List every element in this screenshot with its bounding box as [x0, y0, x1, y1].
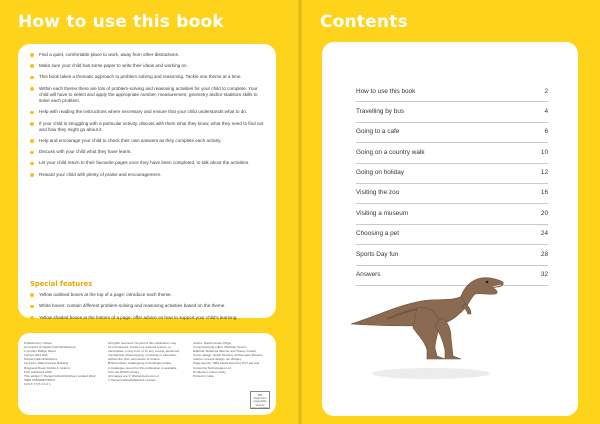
list-item: Yellow shaded boxes at the bottom of a page: offer advice on how to support your child's learning.: [30, 315, 268, 321]
imprint-rights-column: All rights reserved. No part of this publication may be reproduced, stored in a retrieval system, or transmitted, in any form or by any means, electronic, mechanical, photocopying, recording or otherwise, without the prior permission of Collins. British Library Cataloguing in Publication Data A Catalogue record for this publication is available from the British Library. All images are © Shutterstock.com or © HarperCollinsPublishers Limited: [108, 341, 180, 382]
toc-page: 2: [544, 87, 548, 95]
dinosaur-shadow: [372, 368, 490, 379]
bullet-dot-icon: [30, 122, 34, 126]
toc-title: Choosing a pet: [356, 230, 399, 238]
list-item: Within each theme there are lots of problem-solving and reasoning activities for your child to complete. Your child will have to select and apply the appropriate number, measurement, geometry and/or statistics skills to solve each problem.: [30, 86, 268, 105]
bullet-dot-icon: [30, 139, 34, 143]
toc-title: Going to a cafe: [356, 128, 400, 136]
bullet-dot-icon: [30, 316, 34, 320]
toc-page: 28: [540, 250, 548, 258]
bullet-dot-icon: [30, 53, 34, 57]
toc-row[interactable]: [356, 204, 548, 224]
list-item: Help and encourage your child to check their own answers as they complete each activity.: [30, 138, 268, 144]
toc-row[interactable]: [356, 164, 548, 184]
toc-title: Visiting a museum: [356, 209, 409, 217]
list-item: Let your child return to their favourite pages once they have been completed, to talk about the activities.: [30, 160, 268, 166]
toc-title: Answers: [356, 271, 381, 279]
bullet-dot-icon: [30, 293, 34, 297]
list-item: Discuss with your child what they have learnt.: [30, 149, 268, 155]
toc-row[interactable]: [356, 225, 548, 245]
special-features-list: [30, 292, 268, 326]
how-to-use-list: [30, 52, 268, 183]
bullet-dot-icon: [30, 64, 34, 68]
toc-row[interactable]: [356, 123, 548, 143]
contents-title: Contents: [320, 12, 408, 32]
list-item: White boxes: contain different problem-solving and reasoning activities based on the theme.: [30, 303, 268, 309]
toc-page: 32: [540, 271, 548, 279]
bullet-dot-icon: [30, 151, 34, 155]
toc-row[interactable]: [356, 102, 548, 122]
list-item: If your child is struggling with a particular activity, discuss with them what they know, what they need to find out and how they might go about it.: [30, 121, 268, 134]
bullet-dot-icon: [30, 305, 34, 309]
list-item: This book takes a thematic approach to problem solving and reasoning. Tackle one theme at a time.: [30, 74, 268, 80]
fsc-logo: MIX Paper from responsible sources FSC C007454: [250, 391, 270, 409]
bullet-dot-icon: [30, 162, 34, 166]
toc-page: 24: [540, 230, 548, 238]
list-item: Find a quiet, comfortable place to work, away from other distractions.: [30, 52, 268, 58]
toc-page: 10: [540, 148, 548, 156]
toc-title: Going on holiday: [356, 169, 404, 177]
toc-page: 16: [540, 189, 548, 197]
imprint-credits-column: Author: Rachel Axten-Higgs Commissioning editor: Michelle l'Anson Editorial: Rebecca Skinner and Tracey Cowell Cover design: Sarah Duxbury and Amparo Barrera Interior concept design: Ian Wrigley Page layouts: QBS Media Services PVT Ltd and Contentra Technologies Ltd Production: Karen Nulty Printed in India: [193, 341, 263, 378]
toc-title: Going on a country walk: [356, 148, 425, 156]
imprint-publisher-column: Published by Collins An imprint of HarperCollinsPublishers 1 London Bridge Street London SE1 9GF HarperCollinsPublishers 1st Floor, Watermarque Building Ringsend Road, Dublin 4, Ireland First published 2018 This edition © HarperCollinsPublishers Limited 2022 ISBN 9780008275518 10 9 8 7 6 5 4 3 2 1: [24, 341, 96, 386]
bullet-dot-icon: [30, 173, 34, 177]
dinosaur-illustration: [347, 246, 507, 366]
toc-page: 4: [544, 107, 548, 115]
toc-row[interactable]: [356, 184, 548, 204]
bullet-dot-icon: [30, 87, 34, 91]
page-fold: [298, 0, 302, 424]
list-item: Make sure your child has some paper to write their ideas and working on.: [30, 63, 268, 69]
list-item: Help with reading the instructions where necessary and ensure that your child understands what to do.: [30, 109, 268, 115]
list-item: Yellow outlined boxes at the top of a page: introduce each theme.: [30, 292, 268, 298]
special-features-heading: Special features: [30, 280, 93, 288]
list-item: Reward your child with plenty of praise and encouragement.: [30, 172, 268, 178]
toc-title: How to use this book: [356, 87, 416, 95]
toc-title: Travelling by bus: [356, 107, 405, 115]
toc-row[interactable]: [356, 82, 548, 102]
bullet-dot-icon: [30, 76, 34, 80]
how-to-use-title: How to use this book: [18, 12, 224, 32]
toc-title: Sports Day fun: [356, 250, 399, 258]
toc-page: 12: [540, 169, 548, 177]
bullet-dot-icon: [30, 111, 34, 115]
how-to-use-card: [18, 44, 276, 318]
toc-page: 20: [540, 209, 548, 217]
toc-title: Visiting the zoo: [356, 189, 400, 197]
toc-row[interactable]: [356, 143, 548, 163]
toc-page: 6: [544, 128, 548, 136]
imprint-card: [18, 333, 276, 415]
